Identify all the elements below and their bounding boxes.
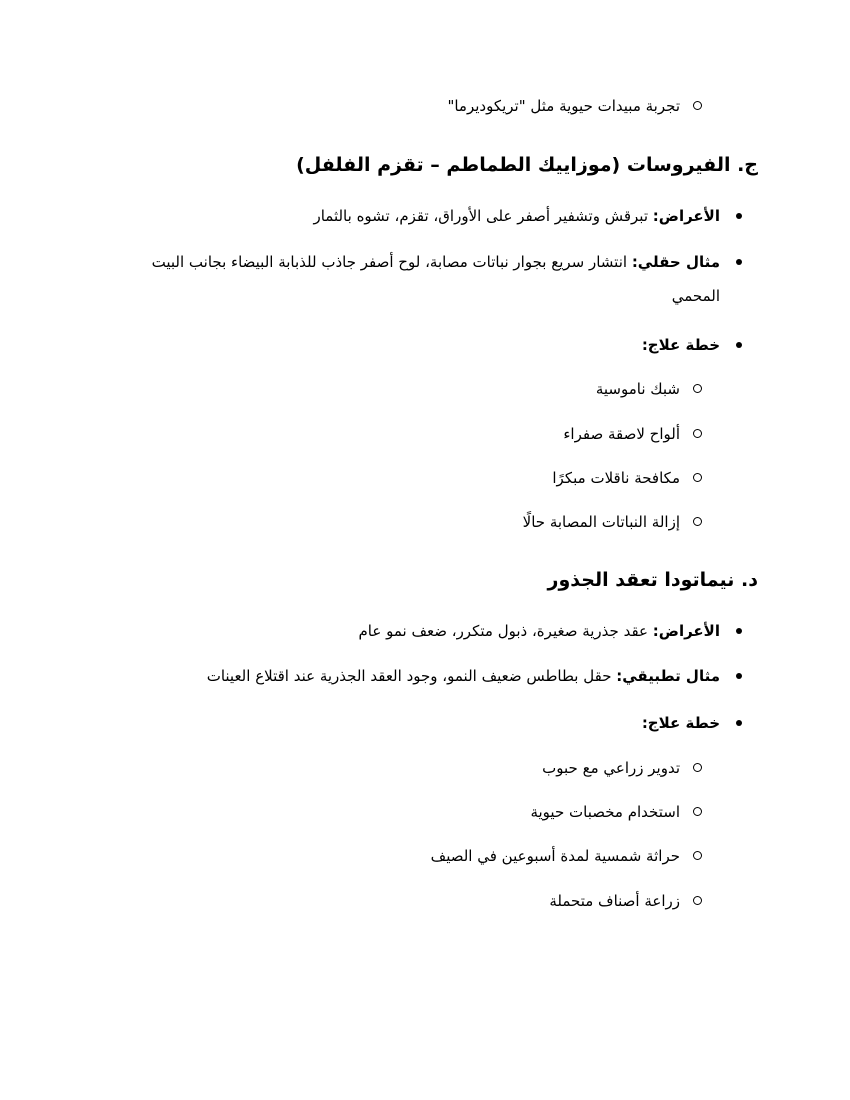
sub-list-item-text: شبك ناموسية: [595, 380, 680, 398]
sub-list-item: [0, 95, 850, 117]
sub-list-item-text: تدوير زراعي مع حبوب: [542, 759, 680, 777]
circle-bullet-icon: [693, 101, 702, 110]
bullet-item-symptoms: [0, 620, 850, 642]
sub-list-item-text: مكافحة ناقلات مبكرًا: [552, 469, 680, 487]
bullet-item-symptoms: [0, 205, 850, 227]
circle-bullet-icon: [693, 429, 702, 438]
symptoms-text: تبرقش وتشفير أصفر على الأوراق، تقزم، تشوه بالثمار: [313, 207, 653, 225]
circle-bullet-icon: [693, 851, 702, 860]
circle-bullet-icon: [693, 473, 702, 482]
sub-list-item-text: إزالة النباتات المصابة حالًا: [522, 513, 680, 531]
sub-list-item-text: تجربة مبيدات حيوية مثل "تريكوديرما": [447, 97, 680, 115]
sub-list-item: [0, 467, 850, 489]
section-heading-viruses: ج. الفيروسات (موزاييك الطماطم – تقزم الفلفل): [296, 154, 758, 176]
symptoms-label: الأعراض:: [652, 622, 720, 640]
bullet-icon: [736, 720, 742, 726]
field-example-text: انتشار سريع بجوار نباتات مصابة، لوح أصفر جاذب للذبابة البيضاء بجانب البيت المحمي: [151, 253, 720, 305]
bullet-icon: [736, 342, 742, 348]
applied-example-label: مثال تطبيقي:: [616, 667, 720, 685]
bullet-item-treatment-plan: [0, 712, 850, 734]
sub-list-item: [0, 511, 850, 533]
sub-list-item: [0, 423, 850, 445]
sub-list-item: [0, 378, 850, 400]
applied-example-text: حقل بطاطس ضعيف النمو، وجود العقد الجذرية عند اقتلاع العينات: [206, 667, 617, 685]
treatment-plan-label: خطة علاج:: [641, 336, 720, 354]
circle-bullet-icon: [693, 807, 702, 816]
sub-list-item: [0, 801, 850, 823]
circle-bullet-icon: [693, 896, 702, 905]
sub-list-item-text: ألواح لاصقة صفراء: [563, 425, 680, 443]
sub-list-item: [0, 890, 850, 912]
bullet-item-applied-example: [0, 665, 850, 687]
bullet-icon: [736, 259, 742, 265]
bullet-icon: [736, 673, 742, 679]
bullet-icon: [736, 213, 742, 219]
field-example-text-block: [120, 245, 720, 313]
symptoms-label: الأعراض:: [652, 207, 720, 225]
section-heading-nematodes: د. نيماتودا تعقد الجذور: [547, 569, 758, 591]
sub-list-item-text: استخدام مخصبات حيوية: [530, 803, 680, 821]
symptoms-text: عقد جذرية صغيرة، ذبول متكرر، ضعف نمو عام: [358, 622, 653, 640]
sub-list-item: [0, 757, 850, 779]
circle-bullet-icon: [693, 384, 702, 393]
sub-list-item: [0, 845, 850, 867]
field-example-label: مثال حقلي:: [631, 253, 720, 271]
sub-list-item-text: زراعة أصناف متحملة: [549, 892, 680, 910]
treatment-plan-label: خطة علاج:: [641, 714, 720, 732]
circle-bullet-icon: [693, 517, 702, 526]
sub-list-item-text: حراثة شمسية لمدة أسبوعين في الصيف: [430, 847, 680, 865]
bullet-item-treatment-plan: [0, 334, 850, 356]
circle-bullet-icon: [693, 763, 702, 772]
bullet-icon: [736, 628, 742, 634]
